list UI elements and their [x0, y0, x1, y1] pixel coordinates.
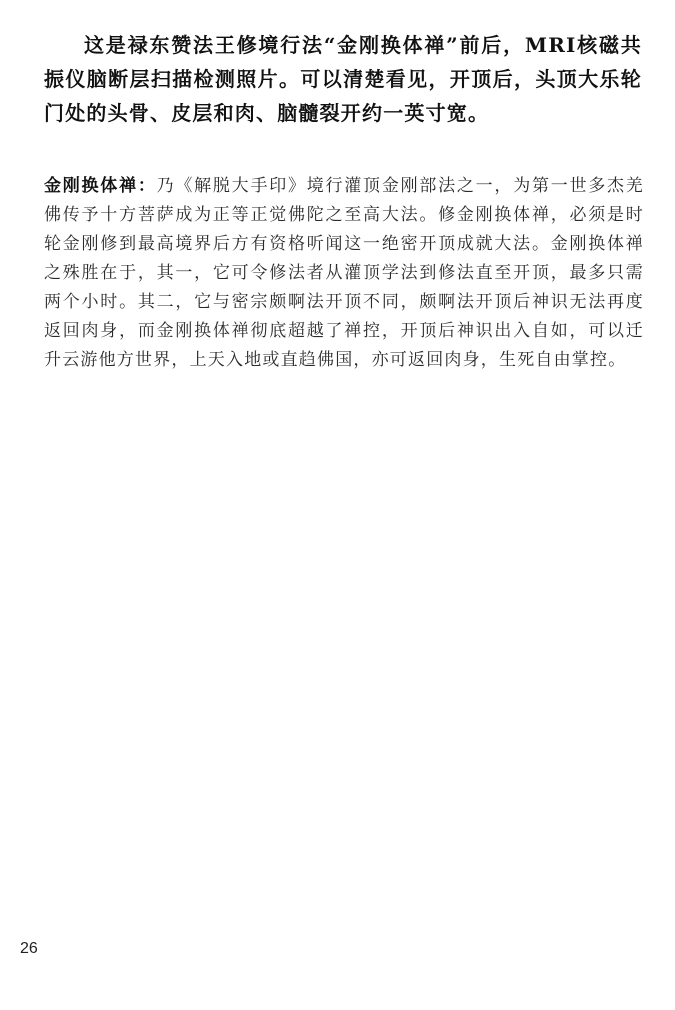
definition-paragraph: [44, 172, 644, 375]
page-number: 26: [20, 940, 38, 957]
definition-term: 金刚换体禅：: [44, 176, 157, 196]
photo-caption: 这是禄东赞法王修境行法“金刚换体禅”前后，MRI核磁共振仪脑断层扫描检测照片。可以清楚看见，开顶后，头顶大乐轮门处的头骨、皮层和肉、脑髓裂开约一英寸宽。: [44, 33, 642, 125]
definition-body: 乃《解脱大手印》境行灌顶金刚部法之一，为第一世多杰羌佛传予十方菩萨成为正等正觉佛陀之至高大法。修金刚换体禅，必须是时轮金刚修到最高境界后方有资格听闻这一绝密开顶成就大法。金刚换体禅之殊胜在于，其一，它可令修法者从灌顶学法到修法直至开顶，最多只需两个小时。其二，它与密宗颇啊法开顶不同，颇啊法开顶后神识无法再度返回肉身，而金刚换体禅彻底超越了禅控，开顶后神识出入自如，可以迁升云游他方世界，上天入地或直趋佛国，亦可返回肉身，生死自由掌控。: [44, 176, 644, 370]
